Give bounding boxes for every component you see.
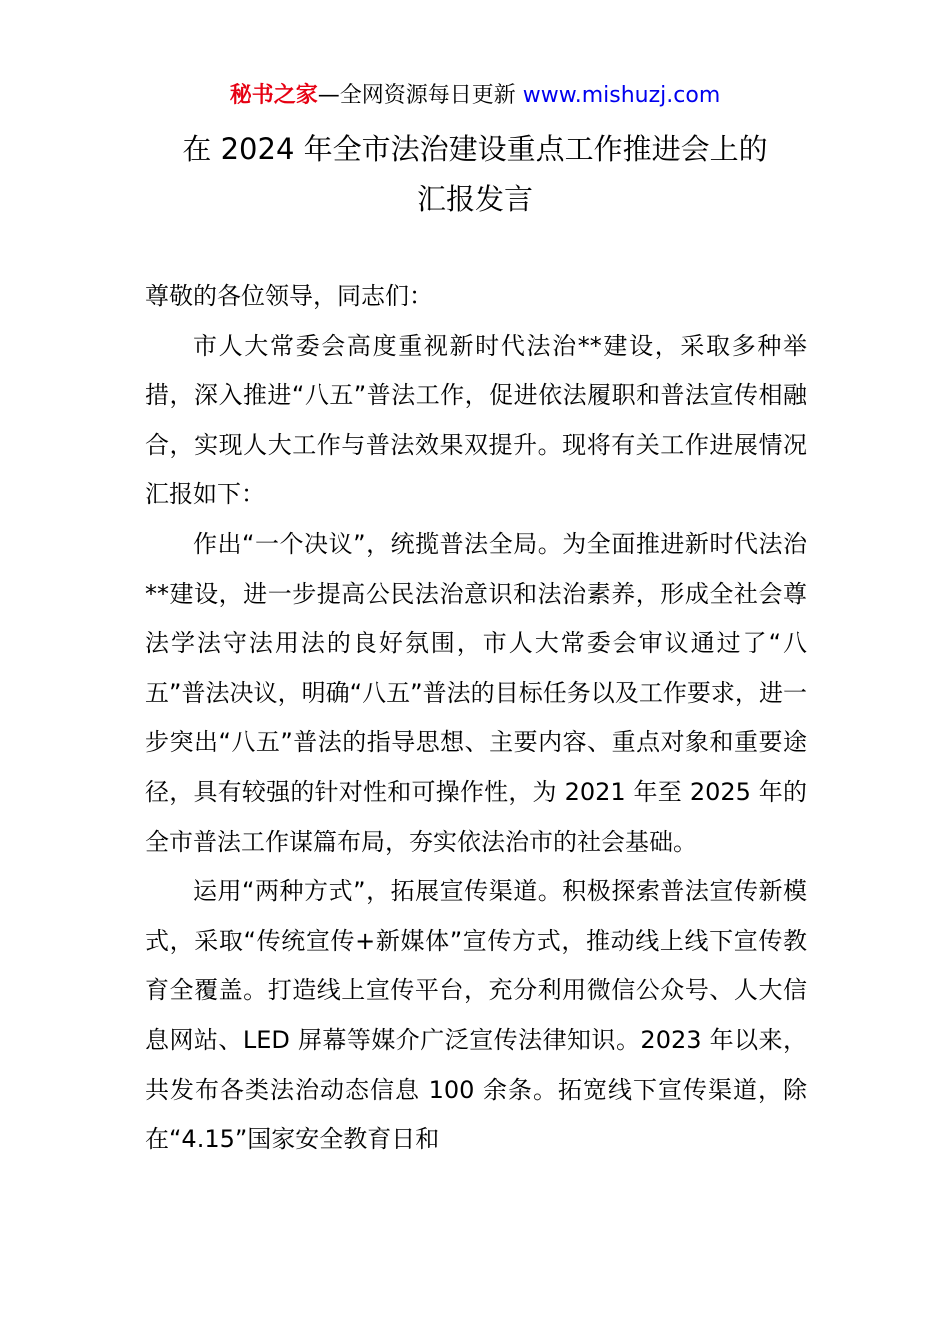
paragraph-resolution: 作出“一个决议”，统揽普法全局。为全面推进新时代法治**建设，进一步提高公民法治意识和法治素养，形成全社会尊法学法守法用法的良好氛围，市人大常委会审议通过了“八五”普法决议，明确“八五”普法的目标任务以及工作要求，进一步突出“八五”普法的指导思想、主要内容、重点对象和重要途径，具有较强的针对性和可操作性，为 2021 年至 2025 年的全市普法工作谋篇布局，夯实依法治市的社会基础。 [145,529,807,856]
header-slogan: —全网资源每日更新 [317,83,523,108]
document-title [100,124,850,224]
title-line-1: 在 2024 年全市法治建设重点工作推进会上的 [182,132,768,166]
salutation: 尊敬的各位领导，同志们： [145,282,433,310]
site-header [0,80,950,112]
paragraph-channels: 运用“两种方式”，拓展宣传渠道。积极探索普法宣传新模式，采取“传统宣传+新媒体”宣传方式，推动线上线下宣传教育全覆盖。打造线上宣传平台，充分利用微信公众号、人大信息网站、LED 屏幕等媒介广泛宣传法律知识。2023 年以来，共发布各类法治动态信息 100 余条。拓宽线下宣传渠道，除在“4.15”国家安全教育日和 [145,877,807,1154]
title-line-2: 汇报发言 [416,182,533,216]
site-url-link[interactable]: www.mishuzj.com [522,83,721,108]
document-body [145,272,807,1165]
paragraph-intro: 市人大常委会高度重视新时代法治**建设，采取多种举措，深入推进“八五”普法工作，促进依法履职和普法宣传相融合，实现人大工作与普法效果双提升。现将有关工作进展情况汇报如下： [145,331,807,509]
brand-name: 秘书之家 [229,83,318,108]
